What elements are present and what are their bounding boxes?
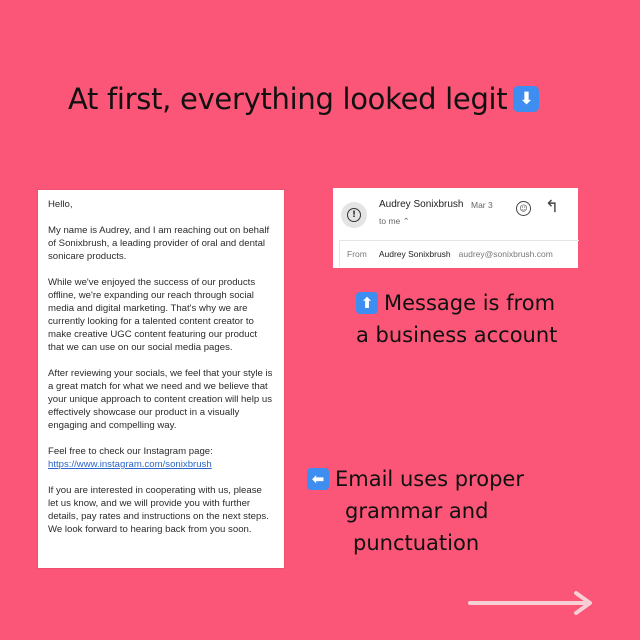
next-arrow-icon[interactable] [468, 590, 602, 616]
from-label: From [347, 249, 367, 259]
email-paragraph: My name is Audrey, and I am reaching out on behalf of Sonixbrush, a leading provider of oral and dental sonicare products. [48, 225, 270, 262]
reply-icon[interactable]: ↰ [545, 197, 560, 217]
sender-date: Mar 3 [471, 200, 493, 210]
callout-line: punctuation [353, 531, 480, 555]
callout-business-account [356, 287, 557, 351]
instagram-line: Feel free to check our Instagram page: [48, 446, 213, 457]
left-arrow-icon: ⬅ [307, 468, 329, 490]
callout-line: Message is from [384, 291, 556, 315]
email-body [38, 190, 284, 536]
email-paragraph: After reviewing your socials, we feel that your style is a great match for what we need and we believe that your unique approach to content creation will help us effectively showcase our product in a visually engaging and compelling way. [48, 368, 273, 431]
up-arrow-icon: ⬆ [356, 292, 378, 314]
headline-text: At first, everything looked legit [68, 82, 508, 116]
instagram-link[interactable]: https://www.instagram.com/sonixbrush [48, 459, 212, 470]
callout-line: Email uses proper [335, 467, 524, 491]
alert-icon: ! [347, 208, 361, 222]
email-closing: If you are interested in cooperating with us, please let us know, and we will provide you with further details, pay rates and instructions on the next steps. We look forward to hearing back from you soon. [48, 485, 269, 535]
email-greeting: Hello, [48, 199, 73, 210]
sender-name: Audrey Sonixbrush [379, 199, 464, 210]
email-body-screenshot [38, 190, 284, 568]
from-email: audrey@sonixbrush.com [458, 249, 553, 259]
callout-line: grammar and [345, 499, 489, 523]
recipient-toggle[interactable]: to me ⌃ [379, 216, 410, 226]
smiley-icon[interactable]: ☺ [516, 201, 531, 216]
from-name: Audrey Sonixbrush [378, 249, 451, 259]
email-paragraph: While we've enjoyed the success of our products offline, we're expanding our reach through social media and digital marketing. That's why we are currently looking for a talented content creator to make creative UGC content featuring our product that we can use on our social media pages. [48, 277, 258, 353]
avatar [341, 202, 367, 228]
callout-line: a business account [356, 323, 558, 347]
from-row [339, 240, 579, 267]
email-instagram [48, 445, 274, 471]
callout-grammar [307, 463, 524, 559]
email-header-screenshot [333, 188, 578, 268]
down-arrow-icon: ⬇ [513, 86, 539, 112]
headline [68, 82, 539, 116]
